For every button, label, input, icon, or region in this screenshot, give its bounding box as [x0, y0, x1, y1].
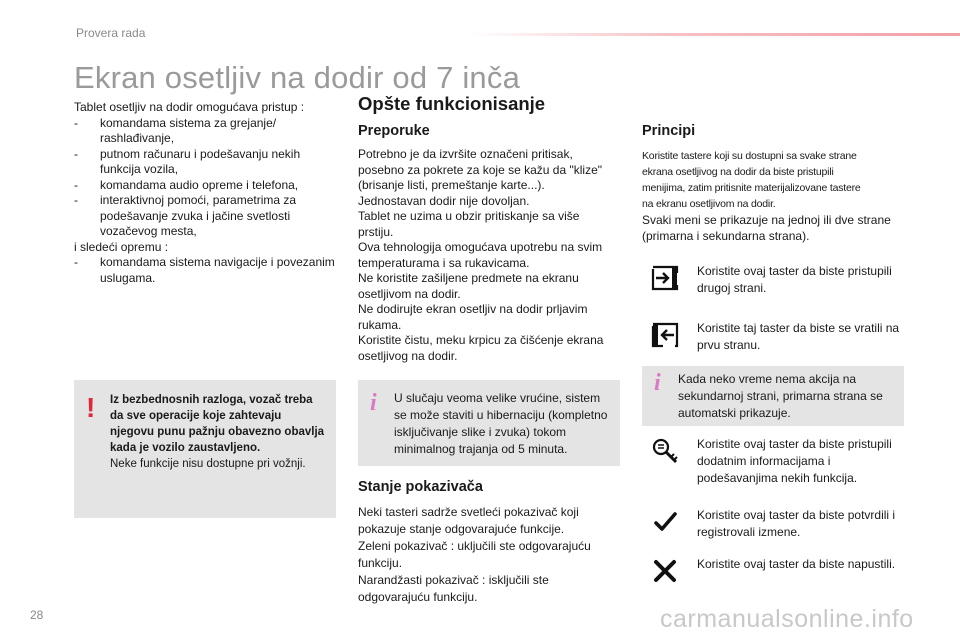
text-line: odgovarajuću funkciju.: [358, 589, 478, 604]
icon-description: Koristite ovaj taster da biste pristupili drugoj strani.: [697, 264, 892, 295]
intro-column: [74, 100, 336, 286]
text-line: rukama.: [358, 317, 402, 332]
check-icon: [650, 507, 680, 537]
warning-bold-text: Iz bezbednosnih razloga, vozač treba da sve operacije koje zahtevaju njegovu punu pažnju obavezno obavlja kada je vozilo zaustavljeno.: [110, 394, 325, 454]
general-column: [358, 93, 620, 364]
text-line: Svaki meni se prikazuje na jednoj ili dve strane: [642, 212, 891, 227]
text-line: na ekranu osetljivom na dodir.: [642, 197, 776, 210]
text-line: Jednostavan dodir nije dovoljan.: [358, 193, 530, 208]
text-line: pokazuje stanje odgovarajuće funkcije.: [358, 521, 565, 536]
page-title: Ekran osetljiv na dodir od 7 inča: [74, 60, 521, 95]
info-icon: i: [370, 390, 377, 416]
list-item: - komandama audio opreme i telefona,: [74, 178, 336, 194]
previous-page-icon: [650, 320, 680, 350]
warning-icon: !: [86, 392, 96, 423]
also-text: i sledeći opremu :: [74, 239, 169, 254]
text-line: Zeleni pokazivač : uključili ste odgovarajuću: [358, 538, 591, 553]
text-line: Ne dodirujte ekran osetljiv na dodir prljavim: [358, 302, 588, 316]
icon-description: Koristite ovaj taster da biste napustili.: [697, 557, 896, 571]
info-icon: i: [654, 370, 661, 396]
access-list: [74, 116, 336, 240]
text-line: menijima, zatim pritisnite materijalizovane tastere: [642, 181, 861, 194]
warning-text: [110, 392, 328, 472]
header-accent-bar: [470, 33, 960, 36]
recommendations-text: [358, 147, 620, 364]
page-number: 28: [30, 608, 44, 622]
text-line: funkciju.: [358, 555, 403, 570]
text-line: prstiju.: [358, 224, 394, 239]
intro-text: Tablet osetljiv na dodir omogućava pristup :: [74, 100, 305, 114]
text-line: osetljivog na dodir.: [358, 348, 458, 363]
recommendations-title: Preporuke: [358, 122, 430, 139]
text-line: Koristite čistu, meku krpicu za čišćenje ekrana: [358, 333, 604, 347]
watermark: carmanualsonline.info: [660, 605, 914, 633]
text-line: Narandžasti pokazivač : isključili ste: [358, 572, 549, 587]
text-line: Potrebno je da izvršite označeni pritisak,: [358, 147, 573, 161]
text-line: ekrana osetljivog na dodir da biste pristupili: [642, 165, 834, 178]
icon-description: Koristite ovaj taster da biste potvrdili i registrovali izmene.: [697, 508, 896, 539]
indicators-text: [358, 504, 620, 606]
principles-column: [642, 124, 904, 244]
list-item: - komandama sistema za grejanje/ rashlađivanje,: [74, 116, 336, 147]
text-line: (brisanje listi, premeštanje karte...).: [358, 178, 545, 192]
principles-title: Principi: [642, 123, 696, 139]
settings-key-icon: [650, 436, 680, 466]
warning-normal-text: Neke funkcije nisu dostupne pri vožnji.: [110, 458, 306, 470]
list-item: - interaktivnoj pomoći, parametrima za podešavanje zvuka i jačine svetlosti vozačevog mesta,: [74, 193, 336, 240]
heat-info-box: [358, 380, 620, 466]
indicators-section: [358, 480, 620, 606]
text-line: (primarna i sekundarna strana).: [642, 228, 810, 243]
equipment-list: [74, 255, 336, 286]
text-line: Ne koristite zašiljene predmete na ekranu: [358, 271, 579, 285]
indicators-title: Stanje pokazivača: [358, 479, 483, 495]
info-text: U slučaju veoma velike vrućine, sistem se može staviti u hibernaciju (kompletno isključivanje slike i zvuka) tokom minimalnog trajanja od 5 minuta.: [394, 391, 608, 456]
timeout-info-box: [642, 366, 904, 426]
section-header: Provera rada: [76, 26, 146, 40]
list-item: - komandama sistema navigacije i povezanim uslugama.: [74, 255, 336, 286]
icon-description: Koristite taj taster da biste se vratili na prvu stranu.: [697, 321, 900, 352]
info-text: Kada neko vreme nema akcija na sekundarnoj strani, primarna strana se automatski prikazuje.: [678, 372, 883, 420]
section-title: Opšte funkcionisanje: [358, 93, 546, 114]
next-page-icon: [650, 263, 680, 293]
text-line: posebno za pokrete za koje se kažu da "klize": [358, 162, 602, 177]
icon-description: Koristite ovaj taster da biste pristupili dodatnim informacijama i podešavanjima nekih funkcija.: [697, 437, 892, 485]
safety-warning-box: [74, 380, 336, 518]
text-line: Neki tasteri sadrže svetleći pokazivač koji: [358, 504, 579, 519]
text-line: Koristite tastere koji su dostupni sa svake strane: [642, 149, 857, 162]
close-icon: [650, 556, 680, 586]
text-line: Ova tehnologija omogućava upotrebu na svim: [358, 240, 603, 254]
principles-text: [642, 212, 904, 244]
text-line: Tablet ne uzima u obzir pritiskanje sa više: [358, 209, 580, 223]
text-line: osetljivom na dodir.: [358, 286, 461, 301]
principles-small-text: [642, 148, 904, 212]
text-line: temperaturama i sa rukavicama.: [358, 255, 530, 270]
list-item: - putnom računaru i podešavanju nekih funkcija vozila,: [74, 147, 336, 178]
